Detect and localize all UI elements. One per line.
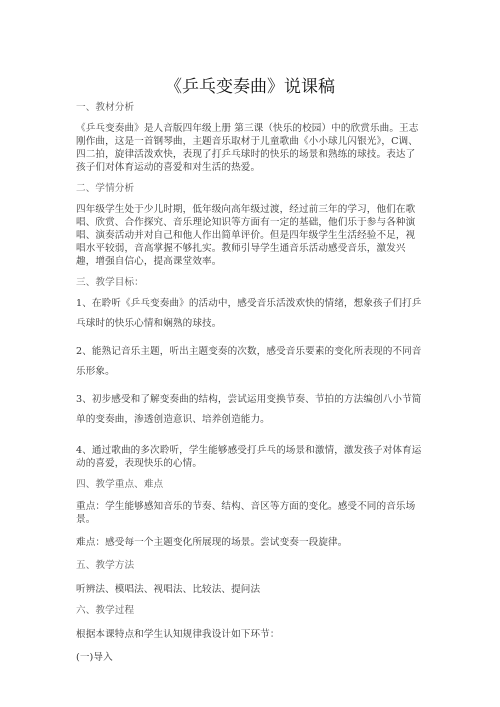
key-point-paragraph: 重点：学生能够感知音乐的节奏、结构、音区等方面的变化。感受不同的音乐场景。 [76,501,416,525]
document-title: 《乒乓变奏曲》说课稿 [165,77,335,97]
methods-paragraph: 听辨法、模唱法、视唱法、比较法、提问法 [76,584,261,595]
objective-item-1: 1、在聆听《乒乓变奏曲》的活动中，感受音乐活泼欢快的情绪，想象孩子们打乒乓球时的快乐心情和娴熟的球技。 [76,298,422,329]
process-subsection-intro: (一)导入 [76,652,113,663]
objective-item-2: 2、能熟记音乐主题，听出主题变奏的次数，感受音乐要素的变化所表现的不同音乐形象。 [76,346,422,377]
difficult-point-paragraph: 难点：感受每一个主题变化所展现的场景。尝试变奏一段旋律。 [76,537,348,548]
section-heading-key-points: 四、教学重点、难点 [76,479,164,490]
student-analysis-paragraph: 四年级学生处于少儿时期，低年级向高年级过渡，经过前三年的学习，他们在歌唱、欣赏、合作探究、音乐理论知识等方面有一定的基础，他们乐于参与各种演唱、演奏活动并对自己和他人作出简单评价。但是四年级学生生活经验不足，视唱水平较弱，音高掌握不够扎实。教师引导学生通音乐活动感受音乐，激发兴趣，增强自信心，提高课堂效率。 [76,204,416,267]
section-heading-student-analysis: 二、学情分析 [76,183,135,194]
process-paragraph: 根据本课特点和学生认知规律我设计如下环节： [76,629,280,640]
objective-item-4: 4、通过歌曲的多次聆听，学生能够感受打乒乓的场景和激情，激发孩子对体育运动的喜爱，表现快乐的心情。 [76,445,422,469]
section-heading-process: 六、教学过程 [76,605,135,616]
material-analysis-paragraph: 《乒乓变奏曲》是人音版四年级上册 第三课（快乐的校园）中的欣赏乐曲。王志刚作曲，这是一首钢琴曲，主题音乐取材于儿童歌曲《小小球儿闪银光》，C调、四二拍，旋律活泼欢快，表现了打乒乓球时的快乐的场景和熟练的球技。表达了孩子们对体育运动的喜爱和对生活的热爱。 [76,123,419,173]
objective-item-3: 3、初步感受和了解变奏曲的结构，尝试运用变换节奏、节拍的方法编创八小节简单的变奏曲，渗透创造意识、培养创造能力。 [76,394,422,425]
section-heading-material-analysis: 一、教材分析 [76,102,135,113]
section-heading-methods: 五、教学方法 [76,560,135,571]
section-heading-objectives: 三、教学目标： [76,277,144,288]
